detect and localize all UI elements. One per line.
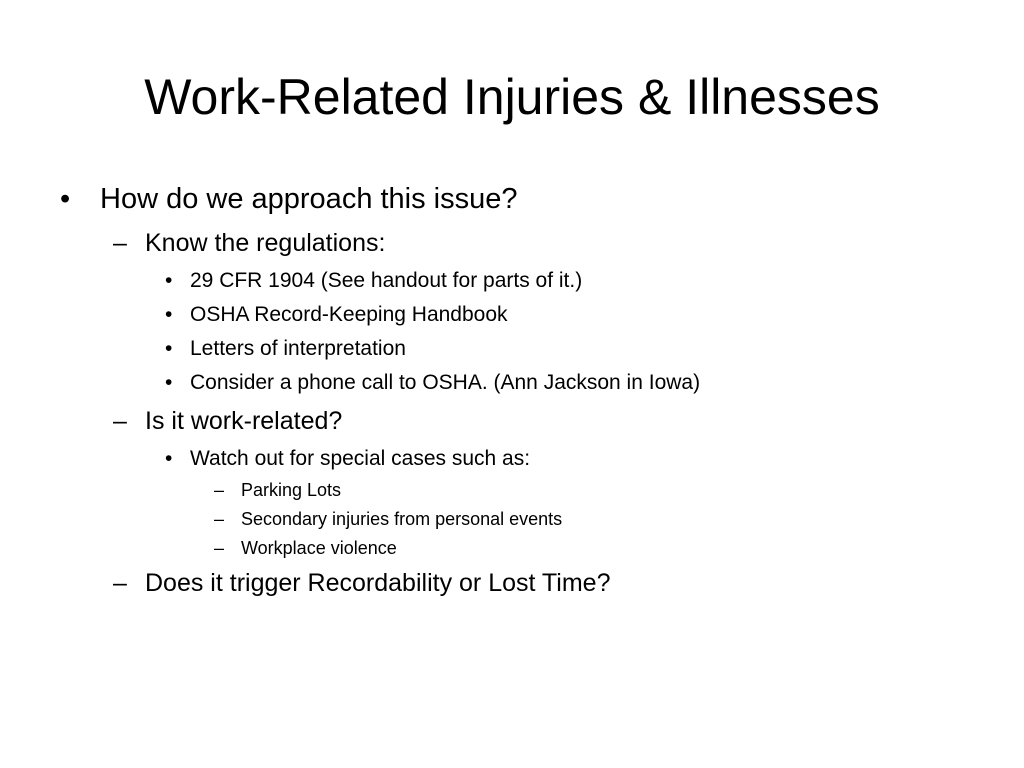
dash-marker: – — [113, 407, 127, 435]
dash-marker: – — [113, 569, 127, 597]
bullet-marker: • — [165, 447, 173, 470]
bullet-recordability-lost-time: Does it trigger Recordability or Lost Time? — [145, 569, 611, 597]
dash-marker: – — [214, 509, 225, 529]
bullet-parking-lots: Parking Lots — [241, 480, 342, 500]
bullet-marker: • — [165, 337, 173, 360]
bullet-29-cfr: 29 CFR 1904 (See handout for parts of it.) — [190, 269, 583, 292]
bullet-know-regulations: Know the regulations: — [145, 229, 386, 257]
bullet-osha-handbook: OSHA Record-Keeping Handbook — [190, 303, 508, 326]
slide-title: Work-Related Injuries & Illnesses — [144, 69, 880, 125]
bullet-how-approach: How do we approach this issue? — [100, 183, 518, 215]
dash-marker: – — [113, 229, 127, 257]
bullet-letters-interpretation: Letters of interpretation — [190, 337, 406, 360]
bullet-special-cases: Watch out for special cases such as: — [190, 447, 531, 470]
bullet-marker: • — [165, 303, 173, 326]
bullet-workplace-violence: Workplace violence — [241, 538, 397, 558]
bullet-work-related: Is it work-related? — [145, 407, 343, 435]
bullet-marker: • — [165, 371, 173, 394]
bullet-secondary-injuries: Secondary injuries from personal events — [241, 509, 563, 529]
dash-marker: – — [214, 480, 225, 500]
bullet-phone-call-osha: Consider a phone call to OSHA. (Ann Jackson in Iowa) — [190, 371, 701, 394]
bullet-marker: • — [60, 183, 71, 215]
bullet-marker: • — [165, 269, 173, 292]
dash-marker: – — [214, 538, 225, 558]
